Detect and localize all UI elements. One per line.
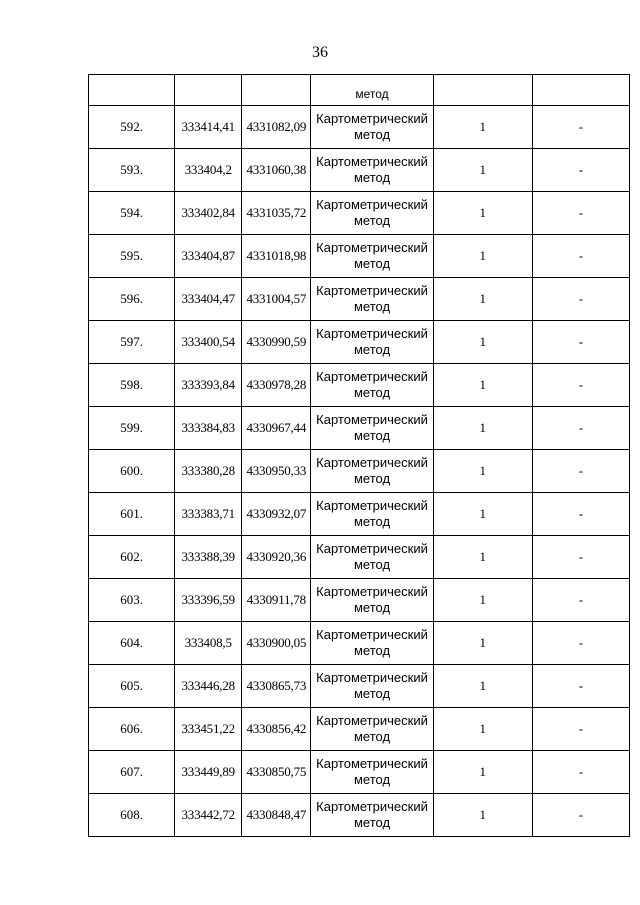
y-cell: 4330911,78 — [242, 579, 311, 622]
method-line-1: Картометрический — [316, 412, 428, 427]
continuation-row — [89, 75, 630, 106]
num-cell: 602. — [89, 536, 175, 579]
table-row — [89, 536, 630, 579]
method-cell — [311, 794, 433, 837]
note-cell: - — [532, 493, 629, 536]
table-row — [89, 665, 630, 708]
x-cell — [175, 75, 242, 106]
method-line-1: Картометрический — [316, 111, 428, 126]
note-cell: - — [532, 235, 629, 278]
method-line-1: Картометрический — [316, 584, 428, 599]
y-cell: 4330932,07 — [242, 493, 311, 536]
y-cell: 4330967,44 — [242, 407, 311, 450]
x-cell: 333446,28 — [175, 665, 242, 708]
method-cell — [311, 235, 433, 278]
num-cell: 599. — [89, 407, 175, 450]
y-cell: 4331004,57 — [242, 278, 311, 321]
accuracy-cell: 1 — [433, 622, 532, 665]
coordinates-table — [88, 74, 630, 837]
table-row — [89, 708, 630, 751]
accuracy-cell: 1 — [433, 794, 532, 837]
method-line-2: метод — [353, 127, 391, 142]
x-cell: 333451,22 — [175, 708, 242, 751]
method-cell — [311, 579, 433, 622]
method-cell — [311, 622, 433, 665]
table-row — [89, 149, 630, 192]
x-cell: 333384,83 — [175, 407, 242, 450]
method-line-1: Картометрический — [316, 541, 428, 556]
note-cell: - — [532, 364, 629, 407]
y-cell: 4331018,98 — [242, 235, 311, 278]
note-cell: - — [532, 536, 629, 579]
method-line-1: Картометрический — [316, 670, 428, 685]
y-cell: 4330900,05 — [242, 622, 311, 665]
method-line-2: метод — [353, 170, 391, 185]
note-cell: - — [532, 149, 629, 192]
accuracy-cell: 1 — [433, 708, 532, 751]
x-cell: 333449,89 — [175, 751, 242, 794]
method-cell — [311, 450, 433, 493]
method-line-1: Картометрический — [316, 326, 428, 341]
x-cell: 333404,47 — [175, 278, 242, 321]
num-cell: 605. — [89, 665, 175, 708]
x-cell: 333404,2 — [175, 149, 242, 192]
method-line-1: Картометрический — [316, 154, 428, 169]
method-line-2: метод — [353, 729, 391, 744]
num-cell: 600. — [89, 450, 175, 493]
method-cell — [311, 149, 433, 192]
table-row — [89, 364, 630, 407]
accuracy-cell: 1 — [433, 192, 532, 235]
num-cell: 601. — [89, 493, 175, 536]
page-number: 36 — [312, 44, 328, 61]
accuracy-cell: 1 — [433, 493, 532, 536]
accuracy-cell: 1 — [433, 536, 532, 579]
num-cell: 592. — [89, 106, 175, 149]
y-cell: 4331060,38 — [242, 149, 311, 192]
note-cell: - — [532, 622, 629, 665]
method-cell: метод — [311, 75, 433, 106]
method-line-2: метод — [353, 772, 391, 787]
num-cell: 604. — [89, 622, 175, 665]
accuracy-cell: 1 — [433, 235, 532, 278]
x-cell: 333396,59 — [175, 579, 242, 622]
method-cell — [311, 708, 433, 751]
accuracy-cell — [433, 75, 532, 106]
y-cell: 4330978,28 — [242, 364, 311, 407]
x-cell: 333393,84 — [175, 364, 242, 407]
accuracy-cell: 1 — [433, 450, 532, 493]
method-line-2: метод — [353, 686, 391, 701]
note-cell: - — [532, 407, 629, 450]
y-cell: 4331035,72 — [242, 192, 311, 235]
table-row — [89, 493, 630, 536]
accuracy-cell: 1 — [433, 278, 532, 321]
method-line-2: метод — [353, 815, 391, 830]
method-cell — [311, 407, 433, 450]
num-cell: 597. — [89, 321, 175, 364]
method-cell — [311, 192, 433, 235]
method-line-2: метод — [353, 256, 391, 271]
method-line-1: Картометрический — [316, 240, 428, 255]
method-line-1: Картометрический — [316, 756, 428, 771]
method-line-1: Картометрический — [316, 498, 428, 513]
x-cell: 333404,87 — [175, 235, 242, 278]
num-cell: 603. — [89, 579, 175, 622]
note-cell: - — [532, 192, 629, 235]
method-line-1: Картометрический — [316, 283, 428, 298]
note-cell: - — [532, 579, 629, 622]
num-cell: 596. — [89, 278, 175, 321]
table-row — [89, 278, 630, 321]
method-line-1: Картометрический — [316, 369, 428, 384]
x-cell: 333380,28 — [175, 450, 242, 493]
x-cell: 333442,72 — [175, 794, 242, 837]
accuracy-cell: 1 — [433, 751, 532, 794]
table-row — [89, 622, 630, 665]
table-row — [89, 192, 630, 235]
x-cell: 333414,41 — [175, 106, 242, 149]
method-line-2: метод — [353, 342, 391, 357]
table-row — [89, 794, 630, 837]
num-cell: 598. — [89, 364, 175, 407]
x-cell: 333388,39 — [175, 536, 242, 579]
method-line-2: метод — [353, 428, 391, 443]
method-cell — [311, 665, 433, 708]
method-cell — [311, 493, 433, 536]
accuracy-cell: 1 — [433, 321, 532, 364]
num-cell: 608. — [89, 794, 175, 837]
table-row — [89, 751, 630, 794]
method-cell — [311, 536, 433, 579]
y-cell: 4330848,47 — [242, 794, 311, 837]
y-cell: 4330990,59 — [242, 321, 311, 364]
method-cell — [311, 364, 433, 407]
method-cell — [311, 278, 433, 321]
method-cell — [311, 751, 433, 794]
table-row — [89, 579, 630, 622]
method-line-1: Картометрический — [316, 799, 428, 814]
note-cell: - — [532, 708, 629, 751]
y-cell: 4330920,36 — [242, 536, 311, 579]
method-line-2: метод — [353, 299, 391, 314]
x-cell: 333408,5 — [175, 622, 242, 665]
note-cell: - — [532, 278, 629, 321]
num-cell — [89, 75, 175, 106]
table-row — [89, 450, 630, 493]
method-line-2: метод — [353, 385, 391, 400]
method-line-2: метод — [353, 471, 391, 486]
num-cell: 595. — [89, 235, 175, 278]
accuracy-cell: 1 — [433, 106, 532, 149]
method-line-1: Картометрический — [316, 627, 428, 642]
table-row — [89, 235, 630, 278]
y-cell: 4330856,42 — [242, 708, 311, 751]
method-cell — [311, 106, 433, 149]
method-line-1: Картометрический — [316, 455, 428, 470]
table-row — [89, 106, 630, 149]
accuracy-cell: 1 — [433, 407, 532, 450]
method-line-2: метод — [353, 213, 391, 228]
note-cell: - — [532, 321, 629, 364]
x-cell: 333400,54 — [175, 321, 242, 364]
y-cell: 4330850,75 — [242, 751, 311, 794]
accuracy-cell: 1 — [433, 364, 532, 407]
method-line-1: Картометрический — [316, 713, 428, 728]
y-cell: 4331082,09 — [242, 106, 311, 149]
note-cell: - — [532, 751, 629, 794]
accuracy-cell: 1 — [433, 665, 532, 708]
accuracy-cell: 1 — [433, 579, 532, 622]
method-cell — [311, 321, 433, 364]
accuracy-cell: 1 — [433, 149, 532, 192]
y-cell: 4330865,73 — [242, 665, 311, 708]
num-cell: 606. — [89, 708, 175, 751]
note-cell: - — [532, 794, 629, 837]
note-cell: - — [532, 450, 629, 493]
table-row — [89, 407, 630, 450]
x-cell: 333402,84 — [175, 192, 242, 235]
method-line-1: Картометрический — [316, 197, 428, 212]
method-line-2: метод — [353, 643, 391, 658]
y-cell — [242, 75, 311, 106]
method-line-2: метод — [353, 600, 391, 615]
num-cell: 607. — [89, 751, 175, 794]
num-cell: 593. — [89, 149, 175, 192]
note-cell: - — [532, 106, 629, 149]
note-cell — [532, 75, 629, 106]
note-cell: - — [532, 665, 629, 708]
method-line-2: метод — [353, 557, 391, 572]
y-cell: 4330950,33 — [242, 450, 311, 493]
method-line-2: метод — [353, 514, 391, 529]
x-cell: 333383,71 — [175, 493, 242, 536]
num-cell: 594. — [89, 192, 175, 235]
table-row — [89, 321, 630, 364]
